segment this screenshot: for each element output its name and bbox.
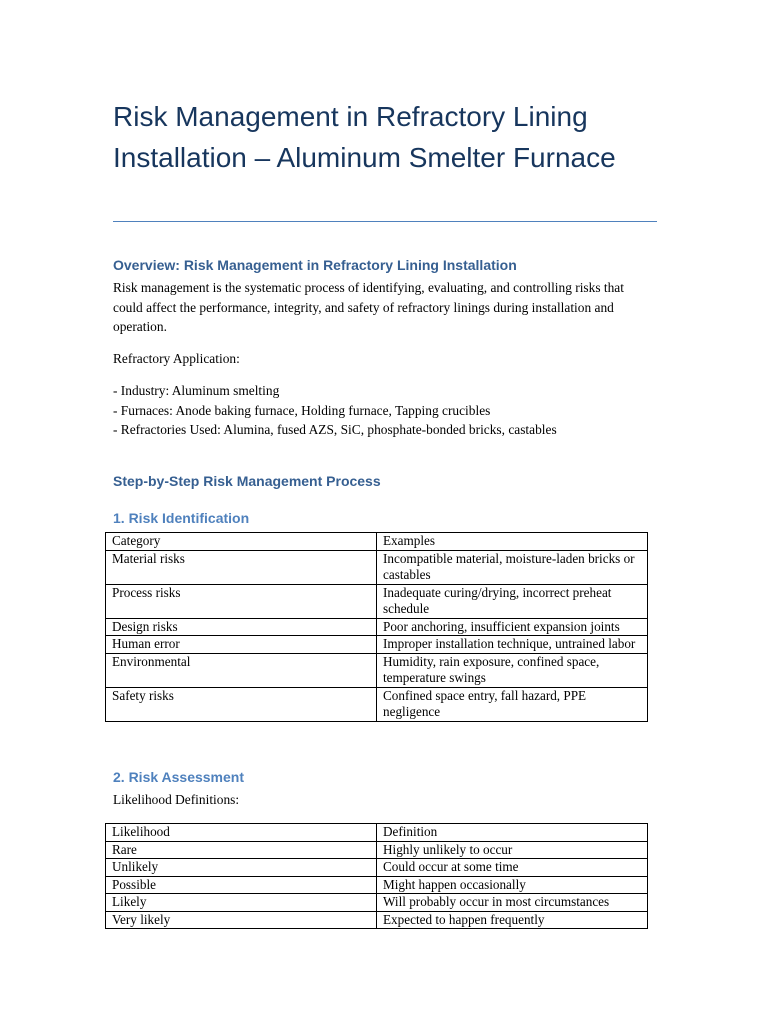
table-row <box>106 636 648 654</box>
table-row <box>106 841 648 859</box>
table-cell: Highly unlikely to occur <box>377 841 648 859</box>
table-cell: Inadequate curing/drying, incorrect preheat schedule <box>377 584 648 618</box>
overview-heading: Overview: Risk Management in Refractory Lining Installation <box>113 257 517 273</box>
table-cell: Improper installation technique, untrained labor <box>377 636 648 654</box>
table-cell: Possible <box>106 876 377 894</box>
table-cell: Confined space entry, fall hazard, PPE negligence <box>377 687 648 721</box>
table-header-row <box>106 824 648 842</box>
application-item-furnaces: - Furnaces: Anode baking furnace, Holding furnace, Tapping crucibles <box>113 402 491 418</box>
table-row <box>106 584 648 618</box>
identification-heading: 1. Risk Identification <box>113 510 250 526</box>
table-row <box>106 687 648 721</box>
column-header: Definition <box>377 824 648 842</box>
table-row <box>106 550 648 584</box>
table-cell: Process risks <box>106 584 377 618</box>
table-cell: Might happen occasionally <box>377 876 648 894</box>
table-row <box>106 859 648 877</box>
table-cell: Will probably occur in most circumstances <box>377 894 648 912</box>
application-item-refractories: - Refractories Used: Alumina, fused AZS, SiC, phosphate-bonded bricks, castables <box>113 422 557 437</box>
table-header-row <box>106 533 648 551</box>
table-cell: Unlikely <box>106 859 377 877</box>
table-cell: Could occur at some time <box>377 859 648 877</box>
table-cell: Expected to happen frequently <box>377 911 648 929</box>
process-heading: Step-by-Step Risk Management Process <box>113 473 381 489</box>
table-cell: Design risks <box>106 618 377 636</box>
table-cell: Safety risks <box>106 687 377 721</box>
table-cell: Human error <box>106 636 377 654</box>
column-header: Examples <box>377 533 648 551</box>
table-row <box>106 876 648 894</box>
table-cell: Incompatible material, moisture-laden bricks or castables <box>377 550 648 584</box>
column-header: Likelihood <box>106 824 377 842</box>
table-cell: Environmental <box>106 653 377 687</box>
application-item-industry: - Industry: Aluminum smelting <box>113 383 280 398</box>
table-row <box>106 911 648 929</box>
overview-paragraph: Risk management is the systematic process of identifying, evaluating, and controlling risks that could affect the performance, integrity, and safety of refractory linings during installation and operation. <box>113 280 624 334</box>
title-divider <box>113 221 657 222</box>
application-list <box>113 381 673 440</box>
table-cell: Humidity, rain exposure, confined space, temperature swings <box>377 653 648 687</box>
likelihood-intro: Likelihood Definitions: <box>113 792 240 807</box>
table-cell: Poor anchoring, insufficient expansion joints <box>377 618 648 636</box>
table-cell: Rare <box>106 841 377 859</box>
application-label: Refractory Application: <box>113 351 240 366</box>
table-row <box>106 894 648 912</box>
column-header: Category <box>106 533 377 551</box>
table-cell: Very likely <box>106 911 377 929</box>
table-cell: Likely <box>106 894 377 912</box>
table-cell: Material risks <box>106 550 377 584</box>
document-title: Risk Management in Refractory Lining Installation – Aluminum Smelter Furnace <box>113 101 616 173</box>
table-row <box>106 618 648 636</box>
risk-identification-table <box>105 532 648 722</box>
table-row <box>106 653 648 687</box>
assessment-heading: 2. Risk Assessment <box>113 769 244 785</box>
likelihood-table <box>105 823 648 929</box>
